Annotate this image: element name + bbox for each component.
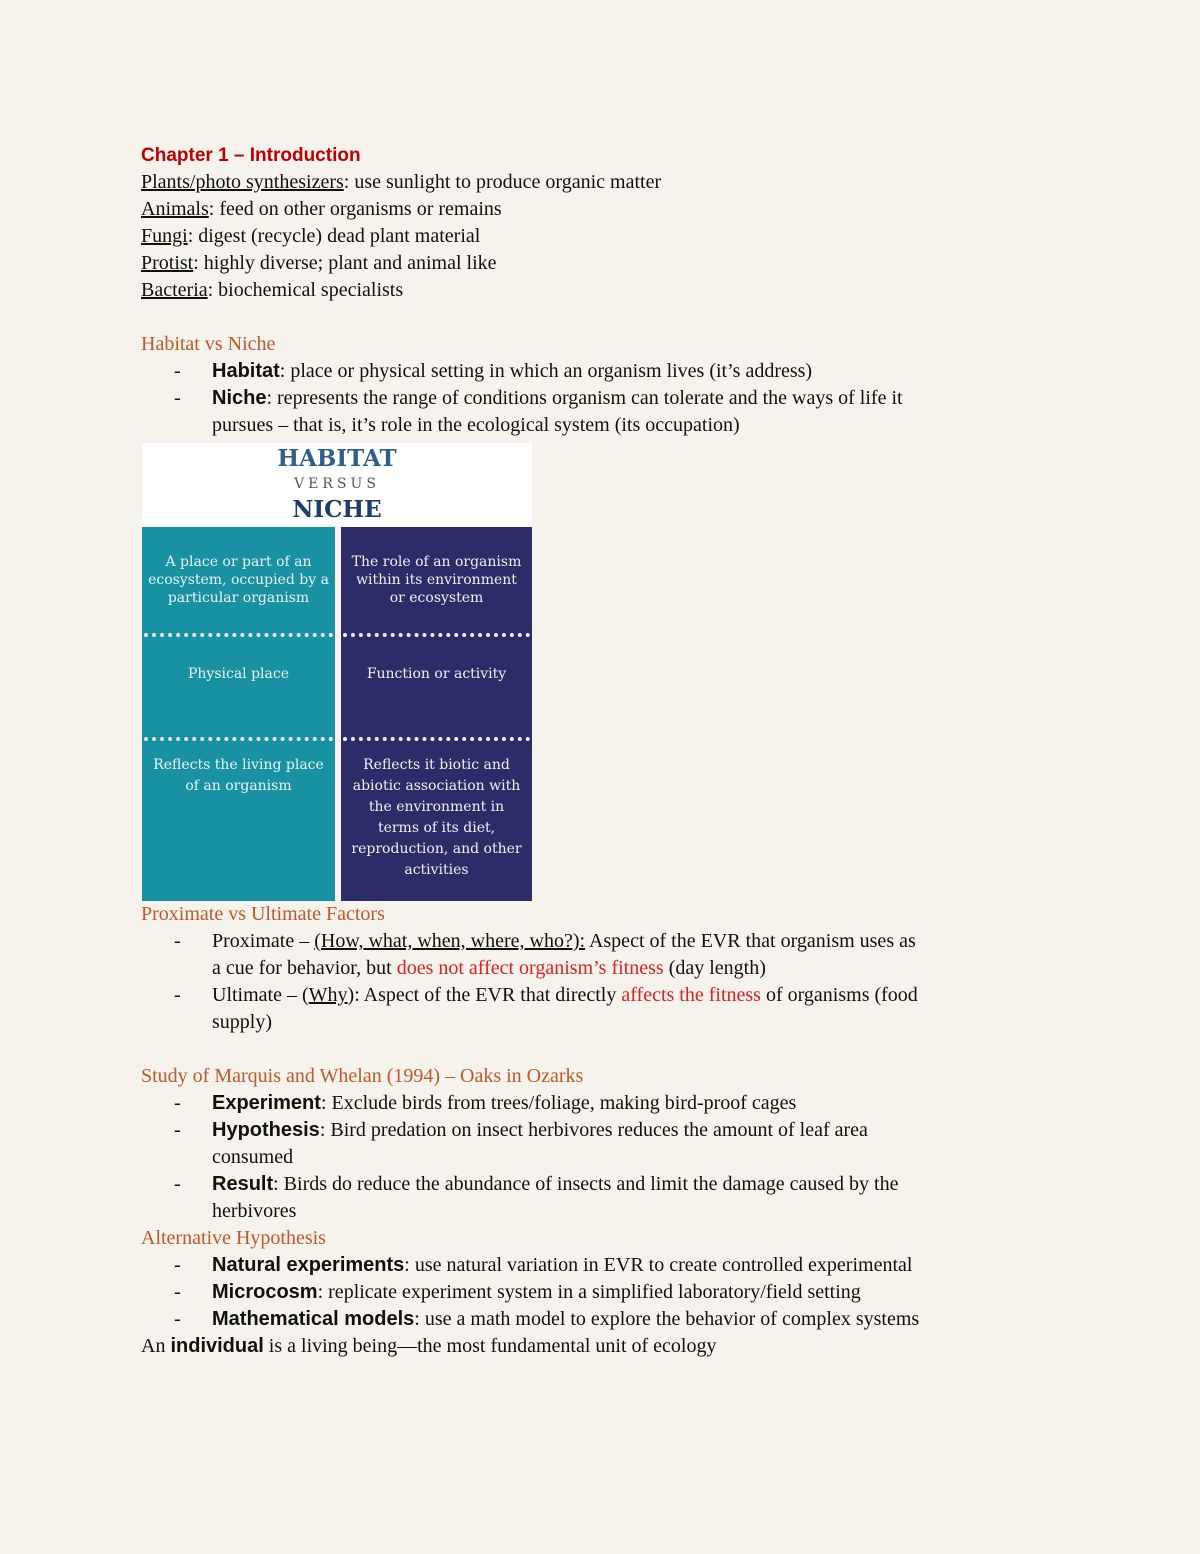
definition: : place or physical setting in which an organism lives (it’s address) bbox=[279, 360, 813, 382]
organism-line-protist bbox=[141, 250, 1081, 277]
dotted-divider bbox=[343, 737, 530, 741]
list-item bbox=[141, 1252, 1081, 1279]
definition: : highly diverse; plant and animal like bbox=[193, 252, 497, 274]
list-item bbox=[141, 1306, 1081, 1333]
term: Experiment bbox=[212, 1092, 321, 1114]
definition: : Bird predation on insect herbivores reduces the amount of leaf area bbox=[319, 1119, 868, 1141]
definition: : use natural variation in EVR to create controlled experimental bbox=[404, 1254, 913, 1276]
alternative-hypothesis-heading: Alternative Hypothesis bbox=[141, 1227, 326, 1249]
question: (How, what, when, where, who?): bbox=[314, 930, 586, 952]
definition-continued: herbivores bbox=[212, 1200, 297, 1222]
habitat-niche-list bbox=[141, 358, 1081, 439]
infographic-columns bbox=[142, 527, 532, 901]
factors-list bbox=[141, 928, 1081, 1036]
organism-line-bacteria bbox=[141, 277, 1081, 304]
closing-post: is a living being—the most fundamental unit of ecology bbox=[263, 1335, 717, 1357]
list-item bbox=[141, 385, 1081, 439]
habitat-vs-niche-infographic bbox=[142, 443, 532, 901]
list-item-ultimate bbox=[141, 982, 1081, 1036]
term: Protist bbox=[141, 252, 194, 274]
definition: : Birds do reduce the abundance of insects and limit the damage caused by the bbox=[273, 1173, 899, 1195]
label: Ultimate – bbox=[212, 984, 302, 1006]
term: Animals bbox=[141, 198, 209, 220]
dotted-divider bbox=[144, 737, 333, 741]
definition-end: (day length) bbox=[663, 957, 766, 979]
question: Why bbox=[308, 984, 348, 1006]
list-item bbox=[141, 358, 1081, 385]
list-item bbox=[141, 1090, 1081, 1117]
definition-continued: supply) bbox=[212, 1011, 272, 1033]
definition-continued: pursues – that is, it’s role in the ecological system (its occupation) bbox=[212, 414, 740, 436]
factors-heading: Proximate vs Ultimate Factors bbox=[141, 903, 385, 925]
organism-line-plants bbox=[141, 169, 1081, 196]
label: Proximate – bbox=[212, 930, 315, 952]
dotted-divider bbox=[144, 633, 333, 637]
term: Plants/photo synthesizers bbox=[141, 171, 344, 193]
infographic-versus: VERSUS bbox=[294, 476, 380, 492]
closing-pre: An bbox=[141, 1335, 171, 1357]
habitat-cell-detail: Reflects the living place of an organism bbox=[153, 757, 324, 794]
organism-line-fungi bbox=[141, 223, 1081, 250]
term: Niche bbox=[212, 387, 267, 409]
definition: : feed on other organisms or remains bbox=[208, 198, 502, 220]
habitat-cell-definition: A place or part of an ecosystem, occupied by a particular organism bbox=[148, 554, 329, 606]
list-item-proximate bbox=[141, 928, 1081, 982]
list-item bbox=[141, 1171, 1081, 1225]
definition-continued: consumed bbox=[212, 1146, 294, 1168]
term: Habitat bbox=[212, 360, 280, 382]
infographic-title-niche: NICHE bbox=[292, 496, 382, 523]
list-item bbox=[141, 1279, 1081, 1306]
term: Natural experiments bbox=[212, 1254, 405, 1276]
term: individual bbox=[170, 1335, 264, 1357]
highlight: does not affect organism’s fitness bbox=[396, 957, 664, 979]
organism-line-animals bbox=[141, 196, 1081, 223]
definition: : use sunlight to produce organic matter bbox=[343, 171, 662, 193]
infographic-header bbox=[142, 443, 532, 527]
closing-line bbox=[141, 1333, 1081, 1360]
term: Result bbox=[212, 1173, 274, 1195]
definition-end: of organisms (food bbox=[760, 984, 918, 1006]
dotted-divider bbox=[343, 633, 530, 637]
highlight: affects the fitness bbox=[621, 984, 761, 1006]
term: Bacteria bbox=[141, 279, 208, 301]
term: Microcosm bbox=[212, 1281, 318, 1303]
study-list bbox=[141, 1090, 1081, 1225]
definition: : biochemical specialists bbox=[207, 279, 404, 301]
habitat-niche-heading: Habitat vs Niche bbox=[141, 333, 276, 355]
chapter-title: Chapter 1 – Introduction bbox=[141, 145, 361, 166]
term: Fungi bbox=[141, 225, 188, 247]
niche-cell-detail: Reflects it biotic and abiotic association with the environment in terms of its diet, reproduction, and other activities bbox=[351, 757, 522, 878]
term: Mathematical models bbox=[212, 1308, 415, 1330]
definition-continued: a cue for behavior, but bbox=[212, 957, 397, 979]
definition: : replicate experiment system in a simplified laboratory/field setting bbox=[317, 1281, 861, 1303]
niche-column bbox=[341, 527, 532, 901]
niche-cell-summary: Function or activity bbox=[366, 666, 507, 682]
definition: : use a math model to explore the behavior of complex systems bbox=[414, 1308, 920, 1330]
alternative-hypothesis-list bbox=[141, 1252, 1081, 1333]
paren-close: ): bbox=[347, 984, 360, 1006]
document-page bbox=[141, 142, 1081, 1360]
list-item bbox=[141, 1117, 1081, 1171]
definition: : Exclude birds from trees/foliage, making bird-proof cages bbox=[320, 1092, 797, 1114]
paren-open: ( bbox=[301, 984, 309, 1006]
definition: Aspect of the EVR that directly bbox=[359, 984, 622, 1006]
study-heading: Study of Marquis and Whelan (1994) – Oaks in Ozarks bbox=[141, 1065, 584, 1087]
definition: Aspect of the EVR that organism uses as bbox=[585, 930, 916, 952]
definition: : represents the range of conditions organism can tolerate and the ways of life it bbox=[266, 387, 903, 409]
niche-cell-definition: The role of an organism within its environment or ecosystem bbox=[351, 554, 522, 606]
habitat-column bbox=[142, 527, 335, 901]
habitat-cell-summary: Physical place bbox=[187, 666, 290, 682]
infographic-title-habitat: HABITAT bbox=[277, 445, 397, 472]
definition: : digest (recycle) dead plant material bbox=[187, 225, 481, 247]
term: Hypothesis bbox=[212, 1119, 320, 1141]
